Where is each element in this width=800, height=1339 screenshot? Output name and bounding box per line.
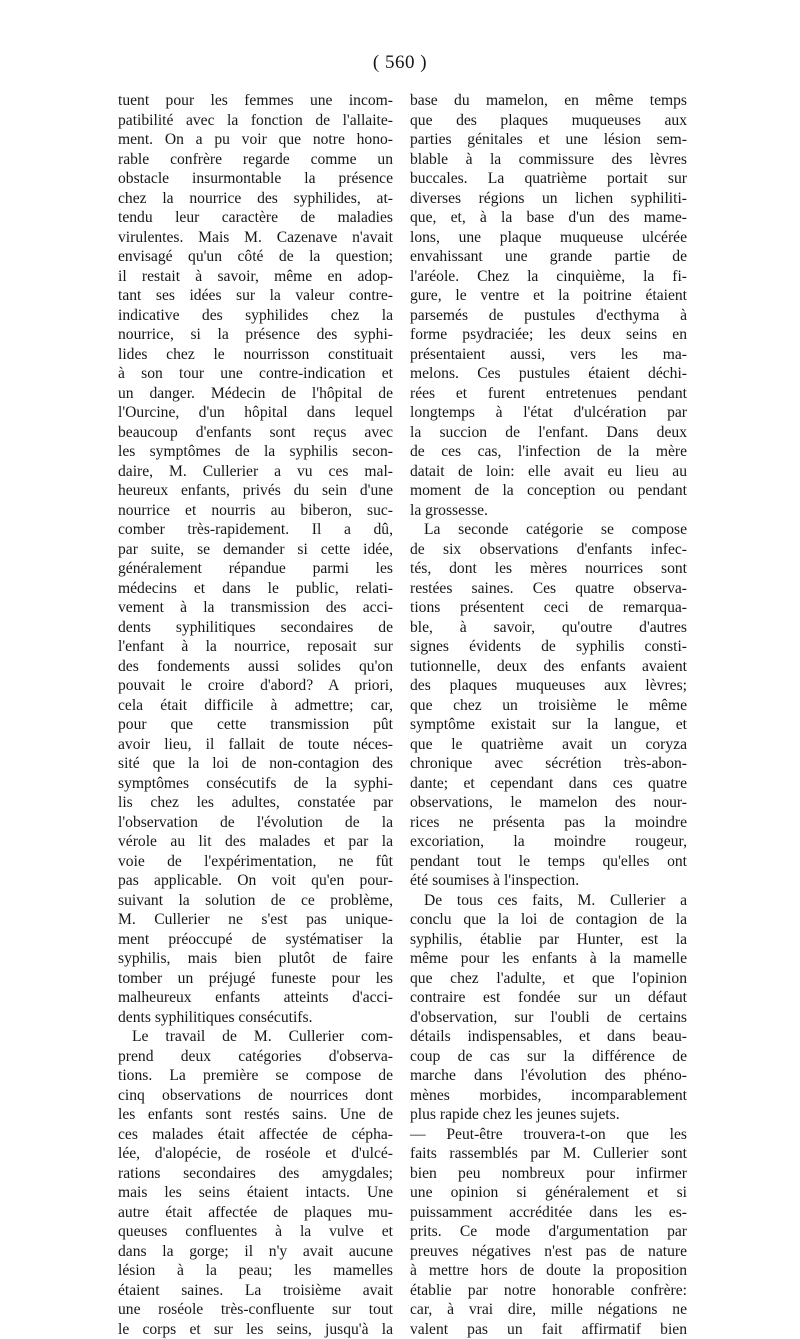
text-line: sité que la loi de non-contagion des [118,754,393,774]
text-line: que des plaques muqueuses aux [410,111,687,131]
text-line: plus rapide chez les jeunes sujets. [410,1105,687,1125]
text-line: pendant tout le temps qu'elles ont [410,852,687,872]
text-line: que chez l'adulte, et que l'opinion [410,969,687,989]
text-line: à son tour une contre-indication et [118,364,393,384]
text-line: chez la nourrice des syphilides, at- [118,189,393,209]
text-line: diverses régions un lichen syphiliti- [410,189,687,209]
text-line: La seconde catégorie se compose [410,520,687,540]
text-line: bien peu nombreux pour infirmer [410,1164,687,1184]
text-line: heureux enfants, privés du sein d'une [118,481,393,501]
text-line: de ces cas, l'infection de la mère [410,442,687,462]
text-line: tutionnelle, deux des enfants avaient [410,657,687,677]
text-line: contraire est fondée sur un défaut [410,988,687,1008]
text-line: lée, d'alopécie, de roséole et d'ulcé- [118,1144,393,1164]
text-line: dans la gorge; il n'y avait aucune [118,1242,393,1262]
text-line: marche dans l'évolution des phéno- [410,1066,687,1086]
text-line: melons. Ces pustules étaient déchi- [410,364,687,384]
text-line: d'observation, sur l'oubli de certains [410,1008,687,1028]
text-line: vement à la transmission des acci- [118,598,393,618]
text-line: preuves négatives n'est pas de nature [410,1242,687,1262]
text-line: rations secondaires des amygdales; [118,1164,393,1184]
text-line: les enfants sont restés sains. Une de [118,1105,393,1125]
text-line: coup de cas sur la différence de [410,1047,687,1067]
text-line: pas applicable. On voit qu'en pour- [118,871,393,891]
text-line: tés, dont les mères nourrices sont [410,559,687,579]
text-line: une opinion si généralement et si [410,1183,687,1203]
text-line: été soumises à l'inspection. [410,871,687,891]
text-line: faits rassemblés par M. Cullerier sont [410,1144,687,1164]
text-line: des fondements aussi solides qu'on [118,657,393,677]
text-line: parties génitales et une lésion sem- [410,130,687,150]
text-line: daire, M. Cullerier a vu ces mal- [118,462,393,482]
text-line: présentaient aussi, vers les ma- [410,345,687,365]
text-line: chronique avec sécrétion très-abon- [410,754,687,774]
text-line: syphilis, mais bien plutôt de faire [118,949,393,969]
text-line: dents syphilitiques secondaires de [118,618,393,638]
text-line: rable confrère regarde comme un [118,150,393,170]
text-line: suivant la solution de ce problème, [118,891,393,911]
text-line: mais les seins étaient intacts. Une [118,1183,393,1203]
text-line: il restait à savoir, même en adop- [118,267,393,287]
text-line: tomber un préjugé funeste pour les [118,969,393,989]
text-line: excoriation, la moindre rougeur, [410,832,687,852]
text-line: ble, à savoir, qu'outre d'autres [410,618,687,638]
text-line: lésion à la peau; les mamelles [118,1261,393,1281]
text-line: l'enfant à la nourrice, reposait sur [118,637,393,657]
text-line: Le travail de M. Cullerier com- [118,1027,393,1047]
text-line: restées saines. Ces quatre observa- [410,579,687,599]
text-column-right [410,91,687,1339]
text-line: que le quatrième avait un coryza [410,735,687,755]
text-line: datait de loin: elle avait eu lieu au [410,462,687,482]
text-line: blable à la commissure des lèvres [410,150,687,170]
text-line: — Peut-être trouvera-t-on que les [410,1125,687,1145]
text-line: cela était difficile à admettre; car, [118,696,393,716]
text-line: comber très-rapidement. Il a dû, [118,520,393,540]
text-line: base du mamelon, en même temps [410,91,687,111]
text-column-left [118,91,393,1339]
text-line: De tous ces faits, M. Cullerier a [410,891,687,911]
text-line: mènes morbides, incomparablement [410,1086,687,1106]
text-line: syphilis, établie par Hunter, est la [410,930,687,950]
text-line: car, à vrai dire, mille négations ne [410,1300,687,1320]
text-line: l'observation de l'évolution de la [118,813,393,833]
text-line: nourrice et nourris au biberon, suc- [118,501,393,521]
text-line: cinq observations de nourrices dont [118,1086,393,1106]
text-line: rées et furent entretenues pendant [410,384,687,404]
text-line: queuses confluentes à la vulve et [118,1222,393,1242]
text-line: établie par notre honorable confrère: [410,1281,687,1301]
text-line: conclu que la loi de contagion de la [410,910,687,930]
text-line: une roséole très-confluente sur tout [118,1300,393,1320]
text-line: tions présentent ceci de remarqua- [410,598,687,618]
text-line: puissamment accréditée dans les es- [410,1203,687,1223]
text-line: vérole au lit des malades et par la [118,832,393,852]
text-line: buccales. La quatrième portait sur [410,169,687,189]
text-line: symptômes consécutifs de la syphi- [118,774,393,794]
text-line: moment de la conception ou pendant [410,481,687,501]
text-line: forme psydraciée; les deux seins en [410,325,687,345]
text-line: ces malades était affectée de cépha- [118,1125,393,1145]
text-line: tions. La première se compose de [118,1066,393,1086]
text-line: signes évidents de syphilis consti- [410,637,687,657]
text-line: M. Cullerier ne s'est pas unique- [118,910,393,930]
text-line: un danger. Médecin de l'hôpital de [118,384,393,404]
text-line: virulentes. Mais M. Cazenave n'avait [118,228,393,248]
text-line: envisagé qu'un côté de la question; [118,247,393,267]
text-line: la succion de l'enfant. Dans deux [410,423,687,443]
text-line: valent pas un fait affirmatif bien [410,1320,687,1339]
text-line: lons, une plaque muqueuse ulcérée [410,228,687,248]
text-line: détails indispensables, et dans beau- [410,1027,687,1047]
text-line: de six observations d'enfants infec- [410,540,687,560]
text-line: des plaques muqueuses aux lèvres; [410,676,687,696]
text-line: parsemés de pustules d'ecthyma à [410,306,687,326]
text-line: avoir lieu, il fallait de toute néces- [118,735,393,755]
text-line: pour que cette transmission pût [118,715,393,735]
page-number: ( 560 ) [0,52,800,74]
text-line: rices ne présenta pas la moindre [410,813,687,833]
text-line: observations, le mamelon des nour- [410,793,687,813]
text-line: par suite, se demander si cette idée, [118,540,393,560]
text-line: envahissant une grande partie de [410,247,687,267]
text-line: les symptômes de la syphilis secon- [118,442,393,462]
text-line: la grossesse. [410,501,687,521]
text-line: tuent pour les femmes une incom- [118,91,393,111]
text-line: même pour les enfants à la mamelle [410,949,687,969]
text-line: généralement répandue parmi les [118,559,393,579]
text-line: l'Ourcine, d'un hôpital dans lequel [118,403,393,423]
text-line: ment. On a pu voir que notre hono- [118,130,393,150]
text-line: le corps et sur les seins, jusqu'à la [118,1320,393,1339]
text-line: que, et, à la base d'un des mame- [410,208,687,228]
text-line: prits. Ce mode d'argumentation par [410,1222,687,1242]
text-line: ment préoccupé de systématiser la [118,930,393,950]
text-line: autre était affectée de plaques mu- [118,1203,393,1223]
text-line: dents syphilitiques consécutifs. [118,1008,393,1028]
text-line: patibilité avec la fonction de l'allaite- [118,111,393,131]
text-line: gure, le ventre et la poitrine étaient [410,286,687,306]
text-line: pouvait le croire d'abord? A priori, [118,676,393,696]
text-line: que chez un troisième le même [410,696,687,716]
text-line: voie de l'expérimentation, ne fût [118,852,393,872]
text-line: indicative des syphilides chez la [118,306,393,326]
text-line: à mettre hors de doute la proposition [410,1261,687,1281]
text-line: médecins et dans le public, relati- [118,579,393,599]
text-line: lides chez le nourrisson constituait [118,345,393,365]
text-line: longtemps à l'état d'ulcération par [410,403,687,423]
text-line: beaucoup d'enfants sont reçus avec [118,423,393,443]
text-line: nourrice, si la présence des syphi- [118,325,393,345]
text-line: tendu leur caractère de maladies [118,208,393,228]
text-line: étaient saines. La troisième avait [118,1281,393,1301]
text-line: lis chez les adultes, constatée par [118,793,393,813]
text-line: obstacle insurmontable la présence [118,169,393,189]
text-line: l'aréole. Chez la cinquième, la fi- [410,267,687,287]
text-line: tant ses idées sur la valeur contre- [118,286,393,306]
text-line: malheureux enfants atteints d'acci- [118,988,393,1008]
text-line: symptôme existait sur la langue, et [410,715,687,735]
text-line: prend deux catégories d'observa- [118,1047,393,1067]
text-line: dante; et cependant dans ces quatre [410,774,687,794]
